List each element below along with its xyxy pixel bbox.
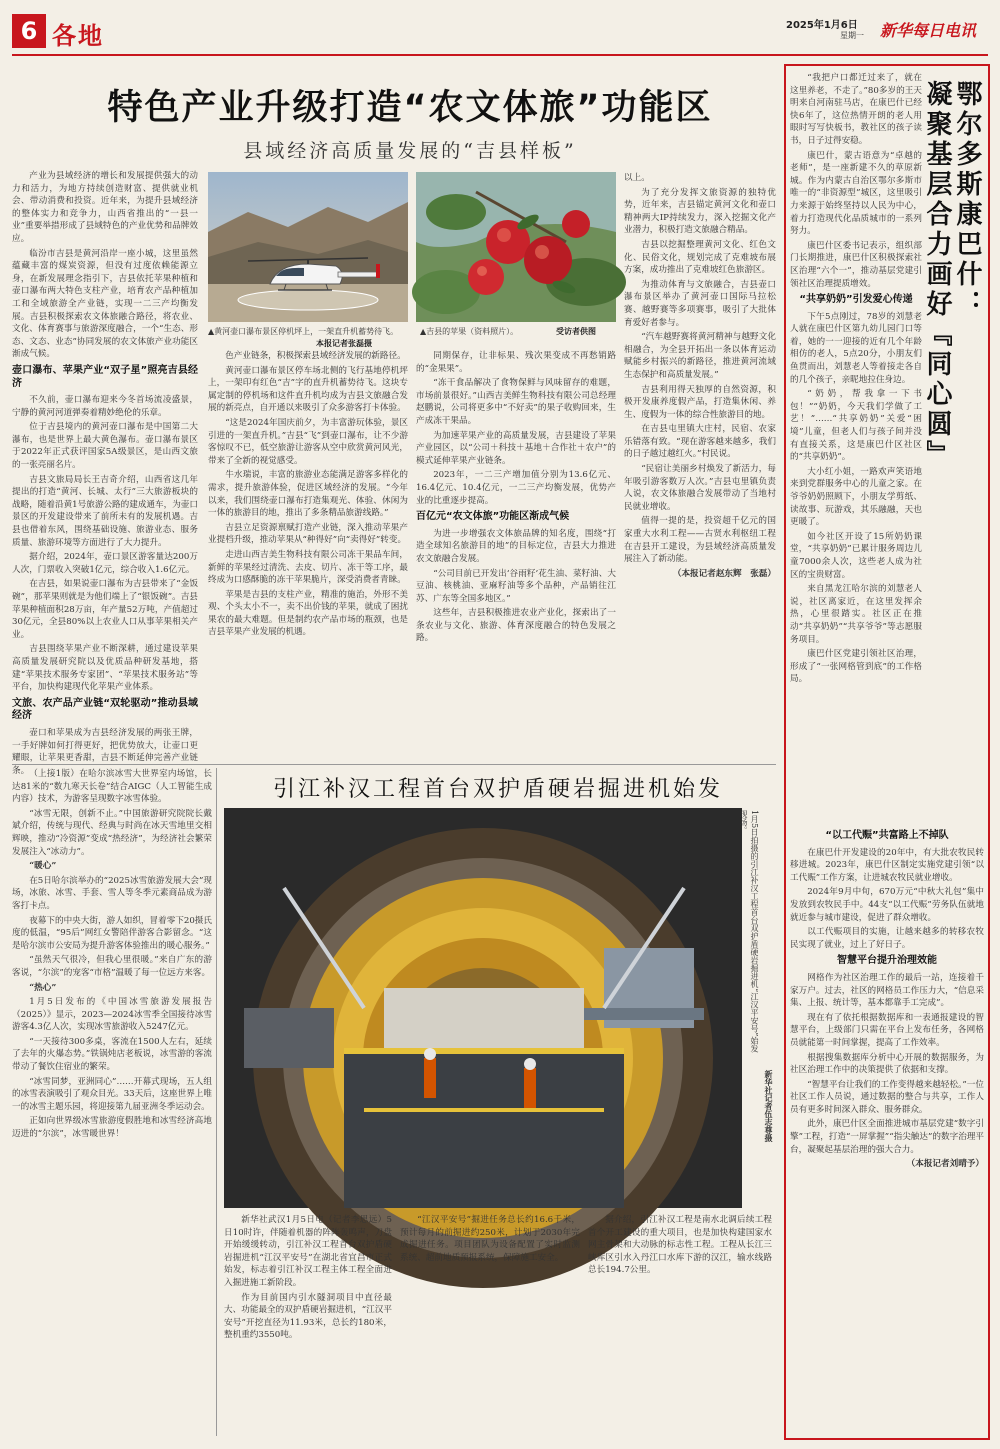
paragraph: 新华社武汉1月5日电（记者李思远）5日10时许，伴随着机器的阵阵轰鸣声，刀盘开始缓缓转动，引江补汉工程首台双护盾硬岩掘进机“江汉平安号”在湖北省宜昌市正式始发，标志着引江补汉工程主体工程全面进入掘进施工新阶段。 (224, 1215, 392, 1288)
paragraph: “奶奶，帮我拿一下书包！”“奶奶，今天我们学做了工艺！”……“共享奶奶”关爱“困境”儿童，但老人们与孩子间并没有直接关系，这是康巴什区社区的“共享奶奶”。 (790, 389, 922, 463)
section-title: 各地 (52, 22, 104, 50)
tunnel-photo-credit: 新华社记者伍志尊摄 (764, 1070, 774, 1142)
paragraph: “热心” (29, 982, 57, 993)
tunnel-photo-caption: 1月5日拍摄的引江补汉工程首台双护盾硬岩掘进机“江汉平安号”始发现场。 (739, 810, 759, 1053)
sidebar-headline-part-2: 凝聚基层合力画好『同心圆』 (922, 80, 952, 470)
paragraph: “冰雪同梦，亚洲同心”……开幕式现场，五人组的冰雪表演吸引了观众目光。33天后，这座世界上唯一的冰雪主题乐园，将迎接第九届亚洲冬季运动会。 (12, 1076, 212, 1112)
paragraph: 以上。 (624, 173, 650, 183)
helicopter-photo-caption: ▲黄河壶口瀑布景区停机坪上，一架直升机蓄势待飞。 (208, 327, 399, 336)
paragraph: 壶口和苹果成为吉县经济发展的两张王牌，一手好牌如何打得更好，把优势放大，让壶口更耀眼，让苹果更香甜，吉县不断延伸完善产业链条。 (12, 727, 198, 776)
sidebar-column-upper (790, 72, 922, 822)
newspaper-logo: 新华每日电讯 (880, 21, 977, 40)
paragraph: 康巴什，蒙古语意为“卓越的老师”，是一座新建不久的草原新城。作为内蒙古自治区鄂尔多斯市唯一的“非资源型”城区，这里吸引力来源于始终坚持以人民为中心，着力打造现代化品质城市的一系列努力。 (790, 150, 922, 237)
article-subheadline: 县域经济高质量发展的“吉县样板” (243, 140, 577, 162)
paragraph: 在吉县屯里镇大庄村，民宿、农家乐错落有致。“现在游客越来越多，我们的日子越过越红火。”村民说。 (624, 424, 776, 460)
section-subheading: 百亿元“农文体旅”功能区渐成气候 (416, 511, 570, 523)
paragraph: 不久前，壶口瀑布迎来今冬首场流凌盛景，宁静的黄河河道弹奏着精妙绝伦的乐章。 (12, 395, 198, 418)
tunnel-article-column-1 (224, 1214, 392, 1436)
paragraph: 吉县文旅局局长王吉奇介绍，山西省这几年提出的打造“黄河、长城、太行”三大旅游板块的战略，随着沿黄1号旅游公路的建成通车，为壶口景区的开发建设带来了前所未有的发展机遇。吉县也借着东风，围绕基础设施、旅游业态、服务质量、旅游环境等方面进行了大力提升。 (12, 474, 198, 548)
issue-weekday: 星期一 (840, 31, 864, 40)
paragraph: 下午5点刚过，78岁的刘慧老人就在康巴什区第九幼儿园门口等着，她的一一迎接的近有几个年龄相仿的老人，5点20分，小朋友们鱼贯而出，刘慧老人等着接走各自的几个孩子，亲昵地拉住身边。 (790, 311, 922, 385)
paragraph: 吉县围绕苹果产业不断深耕，通过建设苹果高质量发展研究院以及优质品种研发基地，搭建“苹果技术服务专家团”、“苹果技术服务站”等平台，加快构建现代化苹果产业体系。 (12, 644, 198, 693)
continued-article-column (12, 768, 212, 1436)
section-subheading: 壶口瀑布、苹果产业“双子星”照亮吉县经济 (12, 364, 198, 389)
apple-photo (416, 172, 616, 322)
paragraph: “江汉平安号”掘进任务总长约16.6千米，预计每月的前掘进约250米，计划于2030年完成掘进任务。项目团队为设备配置了实时监测系统、超前地质预报系统，保障施工安全。 (400, 1215, 580, 1263)
paragraph: （上接1版）在哈尔滨冰雪大世界室内场馆，长达81米的“数九寒天长卷”结合AIGC（人工智能生成内容）技术，为游客呈现数字冰雪体验。 (12, 769, 212, 805)
tunnel-article-headline: 引江补汉工程首台双护盾硬岩掘进机始发 (272, 777, 723, 802)
apple-photo-caption: ▲吉县的苹果（资料照片）。 (420, 327, 519, 336)
paragraph: 2024年9月中旬，670万元“中秋大礼包”集中发放到农牧民手中。44支“以工代赈”劳务队伍就地就近参与城市建设，促进了群众增收。 (790, 887, 984, 923)
paragraph: “汽车越野赛将黄河精神与越野文化相融合，为全县开拓出一条以体育运动赋能乡村振兴的新路径，推进黄河流域生态保护和高质量发展。” (624, 332, 776, 380)
paragraph: “我把户口都迁过来了，就在这里养老，不走了。”80多岁的王天明来自河南驻马店，在康巴什已经快6年了，这位热情开朗的老人用眼时写写快板书，教社区的孩子读书，日子过得安稳。 (790, 73, 922, 146)
paragraph: 此外，康巴什区全面推进城市基层党建“数字引擎”工程，打造“一屏掌握”“指尖触达”的数字治理平台，凝聚起基层治理的强大合力。 (790, 1119, 984, 1155)
masthead (0, 0, 1000, 58)
apple-photo-credit: 受访者供图 (556, 326, 596, 336)
paragraph: 色产业链条，积极探索县域经济发展的新路径。 (225, 351, 406, 361)
paragraph: 网格作为社区治理工作的最后一站，连接着千家万户。过去，社区的网格员工作压力大，“信息采集、上报、统计等，基本都靠手工完成”。 (790, 972, 984, 1009)
paragraph: 临汾市吉县是黄河沿岸一座小城，这里虽然蕴藏丰富的煤炭资源，但没有过度依赖能源立身，在新发展理念指引下，吉县依托苹果种植和壶口瀑布两大特色支柱产业，培育农产品种植加工和全域旅游全产业链，实现一二三产均衡发展。吉县积极探索农文体旅融合路径，将农业、文化、体育赛事与旅游深度融合，一个“生态、形态、文态、业态”协同发展的农文体旅产业功能区渐成气候。 (12, 248, 198, 360)
paragraph: 正如向世界级冰雪旅游度假胜地和冰雪经济高地迈进的“尔滨”，冰雪暖世界！ (12, 1116, 212, 1140)
section-subheading: 智慧平台提升治理效能 (837, 955, 937, 967)
column-divider (216, 768, 217, 1436)
paragraph: “公司目前已开发出‘谷雨籽’花生油、菜籽油、大豆油、核桃油、亚麻籽油等多个品种，产品销往江苏、广东等全国多地区。” (416, 568, 616, 604)
paragraph: “民宿让美丽乡村焕发了新活力，每年吸引游客数万人次。”吉县屯里镇负责人说，农文体旅融合发展带动了当地村民就业增收。 (624, 464, 776, 512)
paragraph: 如今社区开设了15所奶奶课堂，“共享奶奶”已累计服务周边儿童7000余人次，这些老人成为社区的宝贵财富。 (790, 531, 922, 580)
tunnel-article-column-3 (588, 1214, 772, 1436)
paragraph: 夜幕下的中央大街，游人如织，冒着零下20摄氏度的低温，“95后”网红女警陪伴游客合影留念。“这是哈尔滨市公安局为提升游客体验推出的暖心服务。” (12, 915, 212, 951)
paragraph: 产业为县域经济的增长和发展提供强大的动力和活力，为地方持续创造财富、提供就业机会、带动消费和投资。近年来，为提升县域经济的整体实力和竞争力，山西省推出的“一县一业”重要举措形成了县域特色的产业优势和品牌效应。 (12, 171, 198, 244)
helicopter-photo (208, 172, 408, 322)
sidebar-column-lower (790, 826, 984, 1430)
apple-illustration (416, 172, 616, 322)
paragraph: 来自黑龙江哈尔滨的刘慧老人说，社区离家近，在这里发挥余热，心里很踏实。社区正在推动“共享奶奶”“共享爷爷”等志愿服务项目。 (790, 584, 922, 645)
paragraph: 康巴什区委书记表示，组织部门长期推进，康巴什区积极探索社区治理“六个一”，推动基层党建引领社区治理提质增效。 (790, 240, 922, 289)
article-column-3 (416, 350, 616, 760)
article-column-4 (624, 172, 776, 760)
sidebar-headline-part-1: 鄂尔多斯康巴什： (952, 80, 982, 320)
article-headline: 特色产业升级打造“农文体旅”功能区 (107, 88, 713, 128)
paragraph: 据介绍，引江补汉工程是南水北调后续工程首个开工建设的重大项目，也是加快构建国家水网主骨架和大动脉的标志性工程。工程从长江三峡库区引水入丹江口水库下游的汉江，输水线路总长194.7公里。 (588, 1215, 772, 1276)
article-column-1 (12, 170, 198, 776)
section-subheading: 文旅、农产品产业链“双轮驱动”推动县域经济 (12, 697, 198, 722)
paragraph: 据介绍，2024年，壶口景区游客量达200万人次，门票收入突破1亿元，综合收入1.6亿元。 (12, 552, 198, 575)
paragraph: 为了充分发挥文旅资源的独特优势，近年来，吉县锚定黄河文化和壶口精神两大IP持续发力，深入挖掘文化产业潜力，积极打造文旅融合精品。 (624, 187, 776, 236)
paragraph: 这些年，吉县积极推进农业产业化，探索出了一条农业与文化、旅游、体育深度融合的特色发展之路。 (416, 608, 616, 644)
paragraph: 2023年，一二三产增加值分别为13.6亿元、16.4亿元、10.4亿元，一二三产均衡发展，优势产业的比重逐步提高。 (416, 470, 616, 506)
helicopter-photo-credit: 本报记者张磊摄 (316, 338, 372, 348)
paragraph: 作为目前国内引水隧洞项目中直径最大、功能最全的双护盾硬岩掘进机，“江汉平安号”开挖直径为11.93米，总长约180米，整机重约3550吨。 (224, 1292, 392, 1341)
tunnel-boring-machine-illustration (224, 808, 742, 1208)
section-subheading: “以工代赈”共富路上不掉队 (825, 830, 949, 841)
paragraph: 为推动体育与文旅融合，吉县壶口瀑布景区举办了黄河壶口国际马拉松赛、越野赛等多项赛事，吸引了大批体育爱好者参与。 (624, 279, 776, 328)
paragraph: 走进山西吉美生物科技有限公司冻干果品车间，新鲜的苹果经过清洗、去皮、切片、冻干等工序，最终成为口感酥脆的冻干苹果脆片，深受消费者青睐。 (208, 549, 408, 586)
article-column-2 (208, 350, 408, 760)
paragraph: 以工代赈项目的实施，让越来越多的转移农牧民实现了就业，过上了好日子。 (790, 927, 984, 950)
page-number: 6 (12, 14, 46, 48)
section-divider (12, 764, 776, 765)
paragraph: 在康巴什开发建设的20年中，有大批农牧民转移进城。2023年，康巴什区制定实施党建引领“以工代赈”工作方案，让进城农牧民就业增收。 (790, 847, 984, 883)
paragraph: 吉县以挖掘整理黄河文化、红色文化、民俗文化，规划完成了克难坡布展方案，成功推出了克难坡红色旅游区。 (624, 239, 776, 276)
paragraph: 在5日哈尔滨举办的“2025冰雪旅游发展大会”现场，冰旅、冰雪、手套、雪人等冬季元素商品成为游客打卡点。 (12, 875, 212, 911)
paragraph: 牛水瑞说，丰富的旅游业态能满足游客多样化的需求，提升旅游体验，促进区域经济的发展。“今年以来，我们围绕壶口瀑布打造集观光、体验、休闲为一体的旅游目的地，推出了多条精品旅游线路。” (208, 470, 408, 519)
paragraph: 位于吉县境内的黄河壶口瀑布是中国第二大瀑布，也是世界上最大黄色瀑布。壶口瀑布景区于2022年正式获评国家5A级景区，是山西文旅的一张亮丽名片。 (12, 422, 198, 471)
paragraph: “冻干食品解决了食物保鲜与风味留存的难题，市场前景很好。”山西吉美鲜生物科技有限公司总经理赵鹏说，公司将更多中“不好卖”的果子收购回来，生产成冻干果品。 (416, 378, 616, 426)
paragraph: 在吉县，如果说壶口瀑布为吉县带来了“金饭碗”，那苹果则就是为他们端上了“银饭碗”。吉县苹果种植面积28万亩，年产量52万吨，产值超过30亿元，全县80%以上农业人口从事苹果相关产业。 (12, 579, 198, 640)
section-subheading: “共享奶奶”引发爱心传递 (799, 294, 913, 306)
issue-date: 2025年1月6日 (786, 20, 858, 31)
paragraph: 现在有了依托根据数据库和一表通报建设的智慧平台，上级部门只需在平台上发布任务，各网格员就能第一时间掌握，提高了工作效率。 (790, 1012, 984, 1048)
paragraph: 为进一步增强农文体旅品牌的知名度，围绕“打造全球知名旅游目的地”的目标定位，吉县大力推进农文旅融合发展。 (416, 528, 616, 564)
paragraph: “虽然天气很冷，但我心里很暖。”来自广东的游客说，“尔滨”的宠客“市格”温暖了每一位远方来客。 (12, 955, 212, 978)
paragraph: 同期保存，让非标果、残次果变成不再愁销路的“金果果”。 (416, 351, 616, 374)
paragraph: “智慧平台让我们的工作变得越来越轻松。”一位社区工作人员说，通过数据的整合与共享，工作人员有更多时间深入群众、服务群众。 (790, 1079, 984, 1115)
paragraph: 苹果是吉县的支柱产业，精准的施治，外形不美观、个头太小不一，卖不出价钱的苹果，就成了困扰果农的最大难题。但是制约农产品市场的瓶颈，也是吉县苹果产业发展的机遇。 (208, 589, 408, 638)
paragraph: “一天接待300多桌，客流在1500人左右，延续了去年的火爆态势。”铁锅炖店老板说，冰雪游的客流带动了餐饮住宿业的繁荣。 (12, 1036, 212, 1073)
article-byline: （本报记者赵东辉 张磊） (672, 568, 776, 579)
paragraph: “这是2024年国庆前夕，为丰富游玩体验，景区引进的一架直升机。”吉县“飞”到壶口瀑布，让不少游客惊叹不已，低空旅游让游客从空中欣赏黄河风光，带来了全新的视觉感受。 (208, 417, 408, 466)
paragraph: 1月5日发布的《中国冰雪旅游发展报告（2025）》显示，2023—2024冰雪季全国接待冰雪游客4.3亿人次，实现冰雪旅游收入5247亿元。 (12, 997, 212, 1033)
paragraph: 康巴什区党建引领社区治理，形成了“一张网格管到底”的工作格局。 (790, 649, 922, 685)
paragraph: 值得一提的是，投资超千亿元的国家重大水利工程——古贤水利枢纽工程在吉县开工建设，为县域经济高质量发展注入了新动能。 (624, 516, 776, 565)
sidebar-byline: （本报记者刘晴予） (906, 1159, 984, 1170)
masthead-divider (12, 54, 988, 56)
paragraph: “暖心” (29, 861, 57, 872)
tunnel-boring-machine-photo (224, 808, 742, 1208)
paragraph: “冰雪无限，创新不止。”中国旅游研究院院长戴斌介绍，传统与现代、经典与时尚在冰天雪地里交相辉映，推动“冷资源”变成“热经济”，为经济社会繁荣发展注入“冰动力”。 (12, 808, 212, 857)
paragraph: 大小红小姐，一路欢声笑语地来到党群服务中心的儿童之家。在爷爷奶奶照顾下，小朋友学剪纸、读故事、玩游戏，其乐融融，天也更暖了。 (790, 466, 922, 528)
helicopter-illustration (208, 172, 408, 322)
paragraph: 黄河壶口瀑布景区停车场北侧的飞行基地停机坪上，一架印有红色“吉”字的直升机蓄势待飞。这块专属定制的停机场和这件直升机均成为吉县文旅融合发展的新亮点，自开通以来吸引了众多游客打卡体验。 (208, 365, 408, 414)
paragraph: 吉县立足资源禀赋打造产业链，深入推动苹果产业提档升级，推动苹果从“种得好”向“卖得好”转变。 (208, 522, 408, 546)
paragraph: 根据搜集数据库分析中心开展的数据服务，为社区治理工作中的决策提供了依据和支撑。 (790, 1052, 984, 1076)
paragraph: 为加速苹果产业的高质量发展，吉县建设了苹果产业园区，以“公司＋科技＋基地＋合作社＋农户”的模式延伸苹果产业链条。 (416, 430, 616, 466)
tunnel-article-column-2 (400, 1214, 580, 1436)
paragraph: 吉县利用得天独厚的自然资源，积极开发康养度假产品，打造集休闲、养生、度假为一体的综合性旅游目的地。 (624, 384, 776, 420)
